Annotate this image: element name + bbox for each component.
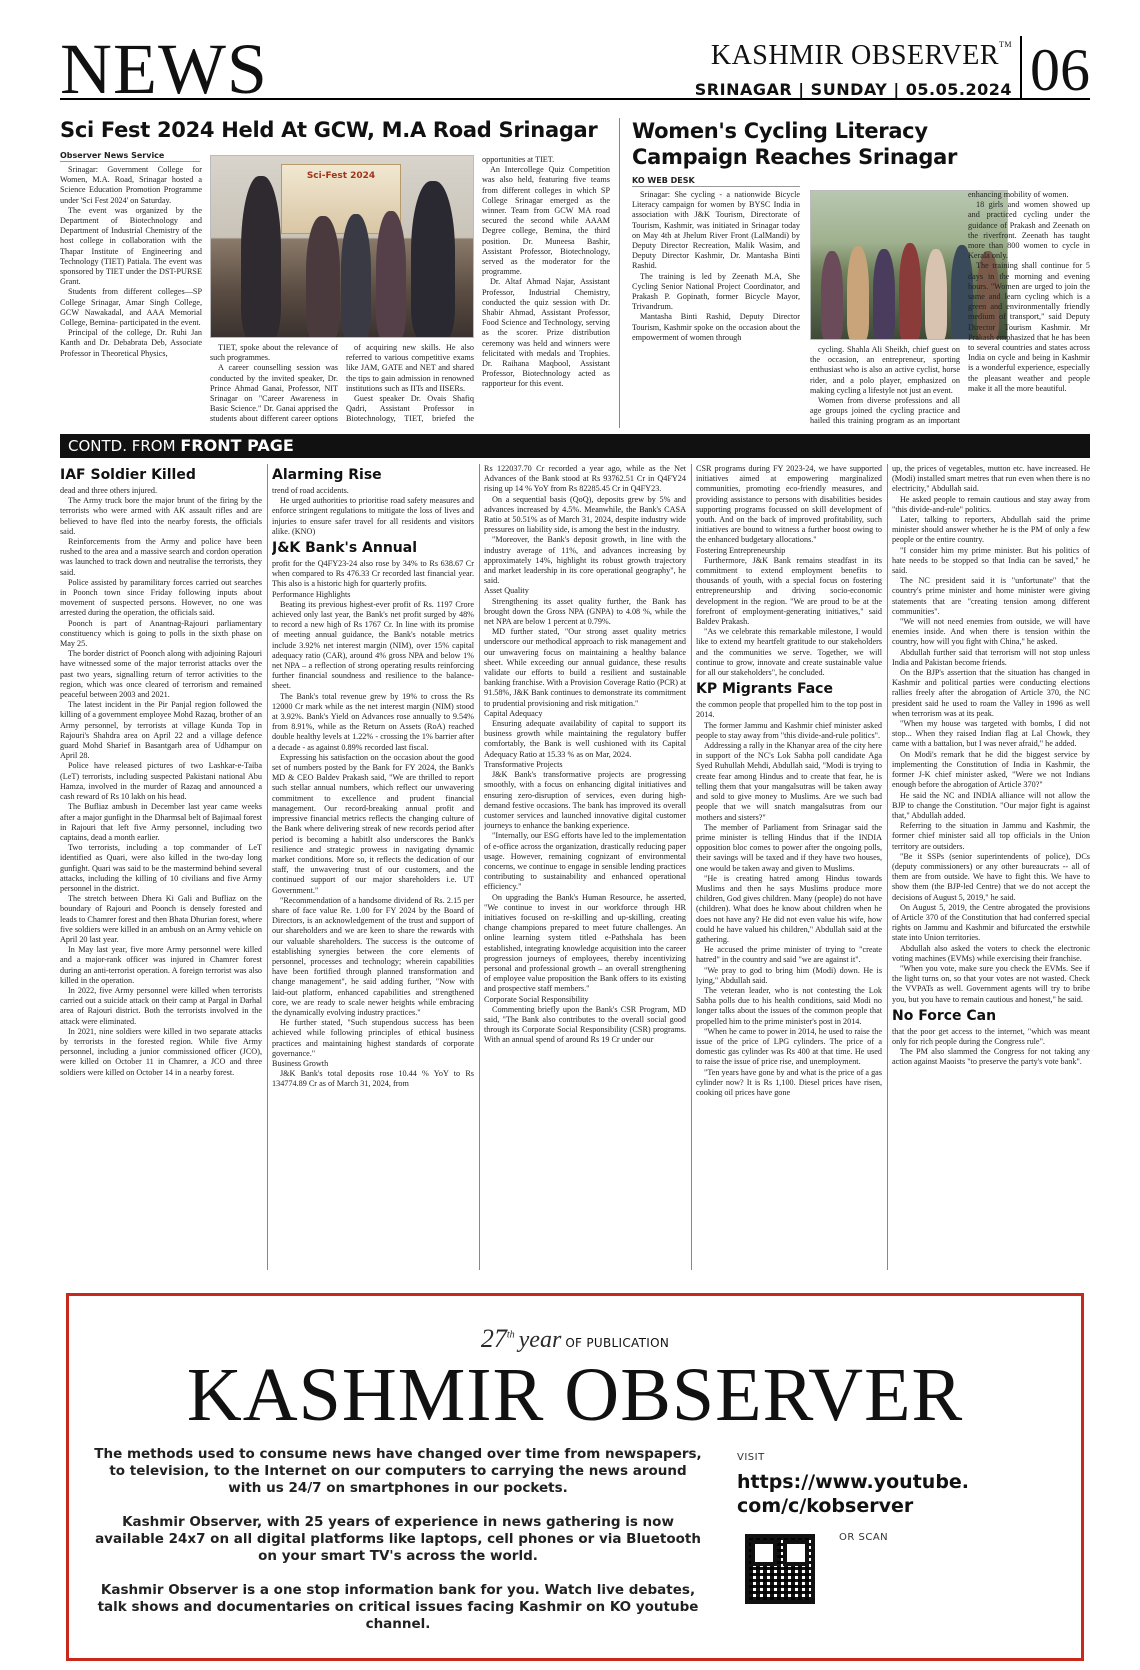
paragraph: TIET, spoke about the relevance of such programmes. (210, 343, 338, 363)
scifest-byline: Observer News Service (60, 151, 200, 162)
paragraph: "Moreover, the Bank's deposit growth, in line with the industry average of 11%, and advances increasing by approximately 14%, highlight its robust growth trajectory and market leadership in its core operational geography", he said. (484, 535, 686, 586)
paragraph: Fostering Entrepreneurship (696, 545, 786, 555)
ad-title: KASHMIR OBSERVER (186, 1353, 964, 1437)
paragraph: enhancing mobility of women. (968, 190, 1069, 199)
jk-kp-column (696, 464, 882, 1270)
trademark-mark: TM (999, 40, 1012, 49)
contd-from-front-page-bar: CONTD. FROM FRONT PAGE (60, 434, 1090, 458)
ad-scan-label: OR SCAN (839, 1532, 889, 1543)
paragraph: Capital Adequacy (484, 708, 543, 718)
paragraph: Srinagar: She cycling - a nationwide Bicycle Literacy campaign for women by BYSC India in association with J&K Tourism, Directorate of Tourism, Kashmir, was initiated in Srinagar today on May 4th at Jhelum River Front (LalMandi) by Deputy Director Recreation, Malik Wasim, and Deputy Director Kashmir, Dr. Mantasha Binti Rashid. (632, 190, 800, 271)
iaf-column (60, 464, 262, 1270)
paragraph: Students from different colleges—SP College Srinagar, Amar Singh College, GCW Nawakadal, and AAA Memorial College, Bemina- participated in the event. (60, 287, 202, 328)
paragraph: The border district of Poonch along with adjoining Rajouri have witnessed some of the major terrorist attacks over the past two years, signalling return of terror activities to the region, which was once cleared of terrorism and remained peaceful between 2003 and 2021. (60, 649, 262, 700)
paragraph: Rs 122037.70 Cr recorded a year ago, while as the Net Advances of the Bank stood at Rs 93762.51 Cr in Q4FY24 rising up 14 % YoY from Rs 82285.45 Cr in Q4FY23. (484, 464, 686, 494)
paragraph: Reinforcements from the Army and police have been rushed to the area and a massive search and cordon operation was launched to track down and neutralise the terrorists, they said. (60, 537, 262, 577)
paper-name: KASHMIR OBSERVER™ (710, 40, 1012, 71)
paragraph: Expressing his satisfaction on the occasion about the good set of numbers posted by the Bank for FY 2024, the Bank's MD & CEO Baldev Prakash said, "We are thrilled to report such stellar annual numbers, which reflect our unwavering commitment to excellence and prudent financial management. Our record-breaking annual profit and impressive financial metrics reflects the changing culture of the Bank where delivering streak of new records period after period is becoming a habitIt also underscores the Bank's resilience and strategic prowess in navigating dynamic market conditions. More so, it reflects the dedication of our staff, the unwavering trust of our customers, and the continued support of our major shareholders i.e. UT Government." (272, 752, 474, 895)
paragraph: On upgrading the Bank's Human Resource, he asserted, "We continue to invest in our workforce through HR initiatives focused on re-skilling and up-skilling, creating change champions prepared to meet future challenges. An online learning system titled e-Pathshala has been established, integrating knowledge acquisition into the career progression journeys of employees, thereby incentivizing personal and professional growth – an overall strengthening of employee value proposition the Bank offers to its existing and prospective staff members." (484, 892, 686, 994)
section-title: NEWS (60, 29, 268, 109)
paragraph: "Be it SSPs (senior superintendents of police), DCs (deputy commissioners) or any other bureaucrats -- all of them are from outside. We have to fight this. We have to show them (the BJP-led Centre) that we do not accept the decisions of August 5, 2019," he said. (892, 851, 1090, 902)
paragraph: The Army truck bore the major brunt of the firing by the terrorists who were armed with AK assault rifles and are believed to have fled into the nearby forests, the officials said. (60, 496, 262, 536)
ad-paragraph-1: The methods used to consume news have changed over time from newspapers, to television, to the Internet on our computers to carrying the news around with us 24/7 on smartphones in our pockets. (94, 1446, 702, 1496)
cycling-byline: KO WEB DESK (632, 176, 800, 187)
paragraph: The training shall continue for 5 days in the morning and evening hours. "Women are urged to join the same and learn cycling which is a green and environmentally friendly medium of transport," said Deputy Director Tourism Kashmir. Mr Prakash emphasized that he has been to several countries and states across India on cycle and being in Kashmir is a wonderful experience, especially the pleasant weather and people make it all the more beautiful. (968, 261, 1090, 393)
paragraph: "He is creating hatred among Hindus towards Muslims and then he says Muslims produce more children, God gives children. Many (people) do not have (children). What does he know about children when he does not have any? He did not even value his wife, how could he have valued his children," Abdullah said at the gathering. (696, 873, 882, 944)
paragraph: profit for the Q4FY23-24 also rose by 34% to Rs 638.67 Cr when compared to Rs 476.33 Cr recorded last financial year. This also is a historic high for quarterly profits. (272, 559, 474, 589)
paragraph: of acquiring new skills. He also referred to various competitive exams like JAM, GATE and NET and shared the tips to gain admission in renowned institutions such as IITs and IISERs. (346, 343, 474, 393)
scifest-col-4 (482, 155, 610, 423)
paragraph: He said the NC and INDIA alliance will not allow the BJP to change the Constitution. "Our major fight is against that," Abdullah added. (892, 790, 1090, 820)
page-number: 06 (1020, 36, 1090, 100)
paragraph: An Intercollege Quiz Competition was also held, featuring five teams from different colleges in which SP College Srinagar emerged as the winner. Team from GCW MA road secured the second while AAAM Degree college, Bemina, the third position. Dr. Muneesa Bashir, Assistant Professor, Biotechnology, served as the moderator for the programme. (482, 165, 610, 277)
paragraph: Mantasha Binti Rashid, Deputy Director Tourism, Kashmir spoke on the occasion about the empowerment of women through (632, 312, 800, 342)
scifest-col-1 (60, 165, 202, 420)
paragraph: The event was organized by the Department of Biotechnology and Department of Industrial Chemistry of the host college in collaboration with the Thapar Institute of Engineering and Technology (TIET) Patiala. The event was sponsored by TIET under the DST-PURSE Grant. (60, 205, 202, 287)
paragraph: He asked people to remain cautious and stay away from "this divide-and-rule" politics. (892, 494, 1090, 514)
paragraph: In 2021, nine soldiers were killed in two separate attacks by terrorists in the forested region. While five Army personnel, including a junior commissioned officer (JCO), were killed on October 11 in Chamrer, a JCO and three soldiers were killed on October 14 in a nearby forest. (60, 1026, 262, 1077)
paragraph: He accused the prime minister of trying to "create hatred" in the country and said "we are against it". (696, 945, 882, 965)
paragraph: "When he came to power in 2014, he used to raise the issue of the price of LPG cylinders. The price of a domestic gas cylinder was Rs 400 at that time. He used to raise the issue of price rise, and unemployment. (696, 1026, 882, 1067)
ad-paragraph-3: Kashmir Observer is a one stop information bank for you. Watch live debates, talk shows and documentaries on critical issues facing Kashmir on KO youtube channel. (97, 1582, 699, 1632)
paragraph: Abdullah further said that terrorism will not stop unless India and Pakistan become friends. (892, 647, 1090, 667)
advertisement-box (66, 1293, 1084, 1661)
paragraph: Guest speaker Dr. Ovais Shafiq Qadri, Assistant Professor in Biotechnology, TIET, briefed the (346, 394, 474, 423)
paragraph: Corporate Social Responsibility (484, 994, 589, 1004)
photo-banner: Sci-Fest 2024 (281, 164, 401, 234)
paragraph: Abdullah also asked the voters to check the electronic voting machines (EVMs) while exercising their franchise. (892, 943, 1090, 963)
paragraph: He further stated, "Such stupendous success has been achieved while following principles of ethical business practices and maintaining highest standards of corporate governance." (272, 1018, 474, 1058)
paragraph: Beating its previous highest-ever profit of Rs. 1197 Crore achieved only last year, the Bank's net profit surged by 48% to record a new high of Rs 1767 Cr. In line with its promise of meeting annual guidance, the Bank's notable metrics include 3.92% net interest margin (NIM), over 15% capital adequacy ratio (CAR), around 4% gross NPA and below 1% net NPA – a reflection of strong operating results reinforcing further financial soundness and resilience to the balance-sheet. (272, 599, 474, 691)
paragraph: Srinagar: Government College for Women, M.A. Road, Srinagar hosted a Science Education Promotion Programme under 'Sci Fest 2024' on Saturday. (60, 165, 202, 205)
paragraph: the common people that propelled him to the top post in 2014. (696, 700, 882, 720)
scifest-col-2 (210, 343, 338, 423)
paragraph: The latest incident in the Pir Panjal region followed the killing of a government employee Mohd Razaq, brother of an Army personnel, by terrorists at village Kunda Top in Rajouri's Shahdra area on April 22 and a village defence guard Mohd Sharief in Basantgarh area of Udhampur on April 28. (60, 700, 262, 761)
paragraph: Performance Highlights (272, 589, 351, 599)
ad-paragraph-2: Kashmir Observer, with 25 years of experience in news gathering is now available 24x7 on all digital platforms like laptops, cell phones or via Bluetooth on your smart TV's across the world. (95, 1514, 701, 1564)
paragraph: opportunities at TIET. (482, 155, 555, 164)
paragraph: MD further stated, "Our strong asset quality metrics underscore our methodical approach to risk management and our unwavering focus on maintaining a healthy balance sheet. While exceeding our annual guidance, these results validate our efforts to build a resilient and sustainable banking franchise. With a Provision Coverage Ratio (PCR) at 91.58%, J&K Bank continues to demonstrate its commitment to prudential provisioning and risk mitigation." (484, 627, 686, 708)
paragraph: A career counselling session was conducted by the invited speaker, Dr. Prince Ahmad Ganai, Professor, NIT Srinagar on "Career Awareness in Basic Science." Dr. Ganai apprised the students about different career options (210, 363, 338, 423)
paragraph: The Bank's total revenue grew by 19% to cross the Rs 12000 Cr mark while as the net interest margin (NIM) stood at 3.92%. Bank's Yield on Advances rose annually to 9.54% from 8.91%, while as the Return on Assets (RoA) reached double healthy levels at 1.22% - crossing the 1% barrier after a decade - as against 0.89% recorded last fiscal. (272, 691, 474, 752)
ad-youtube-link[interactable]: https://www.youtube. com/c/kobserver (737, 1471, 970, 1517)
paragraph: Police have released pictures of two Lashkar-e-Taiba (LeT) terrorists, including suspected Pakistani national Abu Hamza, involved in the murder of Razaq and announced a cash reward of Rs 10 lakh on his head. (60, 761, 262, 802)
paragraph: Ensuring adequate availability of capital to support its business growth while maintaining the regulatory buffer comfortably, the Bank is well cushioned with its Capital Adequacy Ratio at 15.33 % as on Mar, 2024. (484, 719, 686, 759)
paragraph: Principal of the college, Dr. Ruhi Jan Kanth and Dr. Debabrata Deb, Associate Professor in Theoretical Physics, (60, 328, 202, 358)
paragraph: The NC president said it is "unfortunate" that the country's prime minister and home minister were giving statements that are "creating tension among different communities". (892, 576, 1090, 616)
paragraph: "We will not need enemies from outside, we will have enemies inside. And when there is tension within the country, how will you fight with China," he asked. (892, 617, 1090, 647)
paragraph: Addressing a rally in the Khanyar area of the city here in support of the NC's Lok Sabha poll candidate Aga Syed Ruhullah Mehdi, Abdullah said, "Modi is trying to create fear among Hindus and to create that fear, he is telling them that your mangalsutras will be taken away and sold to give money to Muslims. Are we such bad people that we will snatch mangalsutras from our mothers and sisters?" (696, 741, 882, 822)
jk-subhead: J&K Bank's Annual (272, 540, 418, 557)
alarm-jk-column (272, 464, 474, 1270)
paragraph: "When you vote, make sure you check the EVMs. See if the light turns on, so that your votes are not wasted. Check the VVPATs as well. Government agents will try to bribe you, but you have to remain cautious and honest," he said. (892, 963, 1090, 1004)
paragraph: cycling. Shahla Ali Sheikh, chief guest on the occasion, an entrepreneur, sporting enthusiast who is also an active cyclist, horse rider, and a polo player, emphasized on making cycling a lifestyle not just an event. (810, 345, 960, 395)
paragraph: Transformative Projects (484, 759, 563, 769)
alarm-subhead: Alarming Rise (272, 467, 382, 483)
paragraph: that the poor get access to the internet, "which was meant only for rich people during the Congress rule". (892, 1026, 1090, 1046)
paragraph: Strengthening its asset quality further, the Bank has brought down the Gross NPA (GNPA) to 4.08 %, while the net NPA are below 1 percent at 0.79%. (484, 596, 686, 627)
noforce-subhead: No Force Can (892, 1007, 997, 1024)
paragraph: J&K Bank's total deposits rose 10.44 % YoY to Rs 134774.89 Cr as of March 31, 2024, from (272, 1069, 474, 1089)
paragraph: He urged authorities to prioritise road safety measures and enforce stringent regulations to mitigate the loss of lives and injuries to ensure safer travel for all residents and visitors alike. (KNO) (272, 496, 474, 536)
paragraph: dead and three others injured. (60, 486, 158, 495)
paragraph: up, the prices of vegetables, mutton etc. have increased. He (Modi) installed smart metres that run even when there is no electricity," Abdullah said. (892, 464, 1090, 494)
kp-subhead: KP Migrants Face (696, 681, 833, 698)
paragraph: Furthermore, J&K Bank remains steadfast in its commitment to extend employment benefits to thousands of youth, with a special focus on fostering entrepreneurship and driving socio-economic development in the region. "We are proud to be at the forefront of employment-generating initiatives," said Baldev Prakash. (696, 555, 882, 627)
paragraph: "Recommendation of a handsome dividend of Rs. 2.15 per share of face value Re. 1.00 for FY 2024 by the Board of Directors, is an acknowledgement of the trust and support of our shareholders and we are keen to share the rewards with our valuable shareholders. The success is the outcome of establishing synergies between the core elements of personnel, processes and technology; wherein capabilities have been fortified through planned transformation and change management", he said adding further, "Now with laid-out platform, enhanced capabilities and strengthened core, we are ready to scale newer heights while embracing the dynamically evolving industry practices." (272, 895, 474, 1017)
paragraph: Poonch is part of Anantnag-Rajouri parliamentary constituency which is going to polls in the sixth phase on May 25. (60, 618, 262, 649)
paragraph: The stretch between Dhera Ki Gali and Bufliaz on the boundary of Rajouri and Poonch is densely forested and leads to Chamrer forest and then Bhata Dhurian forest, where five soldiers were killed in an ambush on an Army vehicle on April 20 last year. (60, 894, 262, 944)
jk-column-2 (484, 464, 686, 1270)
paragraph: "When my house was targeted with bombs, I did not stop... When they raised Indian flag at Lal Chowk, they came with a battalion, but I was never afraid," he added. (892, 719, 1090, 749)
paragraph: The PM also slammed the Congress for not taking any action against Maoists "to preserve the party's vote bank". (892, 1047, 1090, 1067)
kp-noforce-column (892, 464, 1090, 1270)
dateline: SRINAGAR | SUNDAY | 05.05.2024 (694, 80, 1012, 99)
paragraph: "Ten years have gone by and what is the price of a gas cylinder now? It is Rs 1,100. Diesel prices have risen, cooking oil prices have gone (696, 1067, 882, 1097)
paragraph: Later, talking to reporters, Abdullah said the prime minister should answer whether he is the PM of only a few people or the entire country. (892, 515, 1090, 545)
paragraph: "I consider him my prime minister. But his politics of hate needs to be stopped so that India can be saved," he said. (892, 545, 1090, 576)
paragraph: J&K Bank's transformative projects are progressing smoothly, with a focus on enhancing digital initiatives and ensuring zero-disruption of services, even during high-demand festive occasions. The bank has improved its overall customer services and launched innovative digital customer journeys to enhance the banking experience. (484, 770, 686, 831)
paragraph: Commenting briefly upon the Bank's CSR Program, MD said, "The Bank also contributes to the overall social good through its Corporate Social Responsibility (CSR) programs. With an annual spend of around Rs 19 Cr under our (484, 1004, 686, 1045)
cycling-col-3 (968, 190, 1090, 425)
paragraph: On the BJP's assertion that the situation has changed in Kashmir and political parties were conducting elections rallies freely after the abrogation of Article 370, the NC president said he used to roam the Valley in 1996 as well when terrorism was at its peak. (892, 668, 1090, 718)
paragraph: The veteran leader, who is not contesting the Lok Sabha polls due to his health conditions, said Modi no longer talks about the issues of the common people that propelled him to the prime minister's post in 2014. (696, 985, 882, 1026)
paragraph: The Bufliaz ambush in December last year came weeks after a major gunfight in the Dharmsal belt of Bajimaal forest in Rajouri that left five Army personnel, including two captains, dead a month earlier. (60, 802, 262, 842)
paragraph: Women from diverse professions and all age groups joined the cycling practice and hailed this training program as an important (810, 396, 960, 425)
paragraph: CSR programs during FY 2023-24, we have supported initiatives aimed at empowering marginalized communities, promoting eco-friendly measures, and providing assistance to persons with disabilities besides supporting programs focussed on skill development of youth. And on the back of improved profitability, such initiatives are bound to witness a further boost owing to the enhanced budgetary allocations." (696, 464, 882, 545)
paragraph: trend of road accidents. (272, 486, 349, 495)
paragraph: "We pray to god to bring him (Modi) down. He is lying," Abdullah said. (696, 965, 882, 985)
qr-code-icon (745, 1534, 815, 1604)
paragraph: Referring to the situation in Jammu and Kashmir, the former chief minister said all top officials in the Union territory are outsiders. (892, 821, 1090, 851)
masthead (60, 29, 1090, 109)
paragraph: Two terrorists, including a top commander of LeT identified as Quari, were also killed in the two-day long gunfight. Quari was said to be the mastermind behind several attacks, including the killing of 10 civilians and five Army personnel in the district. (60, 843, 262, 893)
paragraph: In May last year, five more Army personnel were killed and a major-rank officer was injured in Chamrer forest during an anti-terrorist operation. A foreign terrorist was also killed in the operation. (60, 945, 262, 985)
cycling-col-1 (632, 190, 800, 425)
paragraph: The member of Parliament from Srinagar said the prime minister is telling Hindus that if the INDIA opposition bloc comes to power after the ongoing polls, their savings will be taxed and if they have two houses, one would be taken away and given to Muslims. (696, 822, 882, 873)
paragraph: In 2022, five Army personnel were killed when terrorists carried out a suicide attack on their camp at Pargal in Darhal area of Rajouri district. Both the terrorists involved in the attack were eliminated. (60, 985, 262, 1026)
paragraph: Business Growth (272, 1058, 329, 1068)
cycling-col-2 (810, 345, 960, 425)
paragraph: Dr. Altaf Ahmad Najar, Assistant Professor, Industrial Chemistry, conducted the quiz session with Dr. Shabir Ahmad, Assistant Professor, Food Science and Technology, serving as the scorer. Prize distribution ceremony was held and winners were felicitated with medals and Trophies. Dr. Raihana Maqbool, Assistant Professor, Biotechnology acted as rapporteur for this event. (482, 277, 610, 389)
scifest-col-3 (346, 343, 474, 423)
paragraph: The training is led by Zeenath M.A, She Cycling Senior National Project Coordinator, and Prakash P. Gopinath, former Bicycle Mayor, Trivandrum. (632, 271, 800, 312)
paragraph: "Internally, our ESG efforts have led to the implementation of e-office across the organization, drastically reducing paper usage. However, remaining cognizant of environmental concerns, we continue to engage in sensible lending practices contributing to sustainability and enhanced operational efficiency." (484, 831, 686, 892)
paragraph: The former Jammu and Kashmir chief minister asked people to stay away from "this divide-and-rule politics". (696, 720, 882, 740)
paragraph: On a sequential basis (QoQ), deposits grew by 5% and advances increased by 4.5%. Meanwhile, the Bank's CASA Ratio at 50.51% as of March 31, 2024, despite industry wide pressures on liability side, is among the best in the industry. (484, 494, 686, 535)
iaf-subhead: IAF Soldier Killed (60, 467, 196, 483)
paragraph: On Modi's remark that he did the biggest service by implementing the Constitution of India in Kashmir, the former J-K chief minister asked, "Were we not Indians enough before the abrogation of Article 370?" (892, 749, 1090, 790)
ad-anniversary-line: 27th year OF PUBLICATION (480, 1324, 670, 1353)
paragraph: 18 girls and women showed up and practiced cycling under the guidance of Prakash and Zeenath on the riverfront. Zeenath has taught more than 800 women to cycle in Kerala only. (968, 200, 1090, 261)
scifest-headline: Sci Fest 2024 Held At GCW, M.A Road Srinagar (60, 118, 598, 142)
cycling-headline: Women's Cycling Literacy Campaign Reaches Srinagar (632, 119, 958, 169)
scifest-photo (210, 155, 474, 338)
paragraph: Asset Quality (484, 586, 529, 596)
ad-visit-label: VISIT (737, 1452, 765, 1463)
paragraph: "As we celebrate this remarkable milestone, I would like to extend my heartfelt gratitude to our stakeholders and the communities we serve. Together, we will continue to grow, innovate and create sustainable value for all our stakeholders", he concluded. (696, 627, 882, 678)
paragraph: On August 5, 2019, the Centre abrogated the provisions of Article 370 of the Constitution that had conferred special rights on Jammu and Kashmir and bifurcated the erstwhile state into Union territories. (892, 902, 1090, 943)
paragraph: Police assisted by paramilitary forces carried out searches in Poonch town since Friday following inputs about movement of suspected persons. However, no one was arrested during the operation, the officials said. (60, 577, 262, 618)
